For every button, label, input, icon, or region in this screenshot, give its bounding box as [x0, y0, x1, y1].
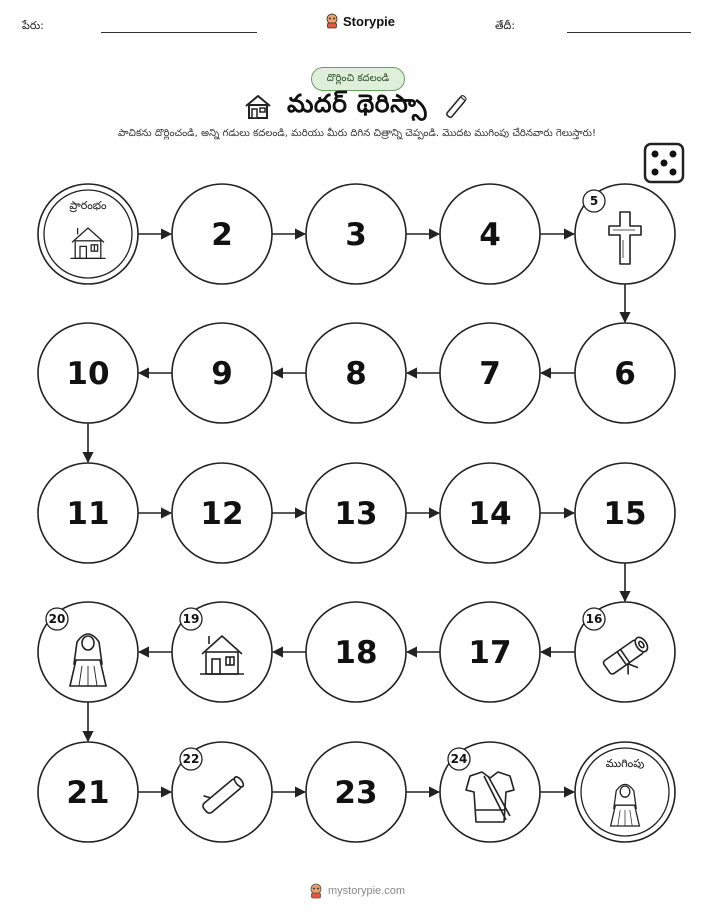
board-cell-24[interactable]	[440, 742, 540, 842]
board-cell-7[interactable]	[440, 323, 540, 423]
board-cell-11[interactable]	[38, 463, 138, 563]
board-cell-8[interactable]	[306, 323, 406, 423]
cell-number: 15	[603, 496, 647, 532]
board-cell-10[interactable]	[38, 323, 138, 423]
board-cell-16[interactable]	[575, 602, 675, 702]
date-label: తేదీ:	[495, 19, 516, 32]
start-label: ప్రారంభం	[69, 199, 107, 212]
board-cell-1[interactable]	[38, 184, 138, 284]
board-cell-9[interactable]	[172, 323, 272, 423]
cell-number: 18	[334, 635, 378, 671]
board-cell-3[interactable]	[306, 184, 406, 284]
cell-number: 9	[211, 356, 233, 392]
cell-number: 12	[200, 496, 244, 532]
instructions: పాచికను దొర్లించండి, అన్ని గడులు కదలండి, మరియు మీరు దిగిన చిత్రాన్ని చెప్పండి. మొదట ముగింపు చేరినవారు గెలుస్తారు!	[117, 128, 597, 139]
board-cell-23[interactable]	[306, 742, 406, 842]
board-cell-4[interactable]	[440, 184, 540, 284]
board-cell-12[interactable]	[172, 463, 272, 563]
cell-number: 2	[211, 217, 233, 253]
board-cell-15[interactable]	[575, 463, 675, 563]
board-cell-22[interactable]	[172, 742, 272, 842]
cell-number: 21	[66, 775, 110, 811]
board-cell-5[interactable]	[575, 184, 675, 284]
cell-number: 8	[345, 356, 367, 392]
cell-number: 14	[468, 496, 512, 532]
cell-number: 11	[66, 496, 110, 532]
cell-number: 24	[450, 752, 468, 766]
board-cell-19[interactable]	[172, 602, 272, 702]
page-title: మదర్ థెరిస్సా	[286, 89, 428, 118]
cell-number: 23	[334, 775, 378, 811]
cell-number: 6	[614, 356, 636, 392]
board-cell-6[interactable]	[575, 323, 675, 423]
cell-number: 20	[48, 612, 66, 626]
cell-number: 19	[182, 612, 200, 626]
cell-number: 13	[334, 496, 378, 532]
finish-label: ముగింపు	[605, 757, 645, 770]
board-cell-20[interactable]	[38, 602, 138, 702]
cell-number: 5	[589, 194, 599, 208]
cell-number: 7	[479, 356, 501, 392]
board-cell-17[interactable]	[440, 602, 540, 702]
board-cell-21[interactable]	[38, 742, 138, 842]
cell-number: 22	[182, 752, 200, 766]
cell-number: 17	[468, 635, 512, 671]
name-label: పేరు:	[22, 19, 44, 32]
cell-number: 16	[585, 612, 603, 626]
board-cell-13[interactable]	[306, 463, 406, 563]
cell-number: 4	[479, 217, 501, 253]
board-cell-25[interactable]	[575, 742, 675, 842]
footer-url: mystorypie.com	[327, 885, 406, 897]
board-cell-2[interactable]	[172, 184, 272, 284]
footer	[0, 883, 714, 899]
brand-name: Storypie	[343, 13, 396, 29]
storypie-mascot-icon	[309, 883, 323, 899]
cell-number: 10	[66, 356, 110, 392]
roll-and-move-badge: దొర్లించి కదలండి	[311, 67, 405, 91]
cell-number: 3	[345, 217, 367, 253]
board-cell-18[interactable]	[306, 602, 406, 702]
board-cell-14[interactable]	[440, 463, 540, 563]
